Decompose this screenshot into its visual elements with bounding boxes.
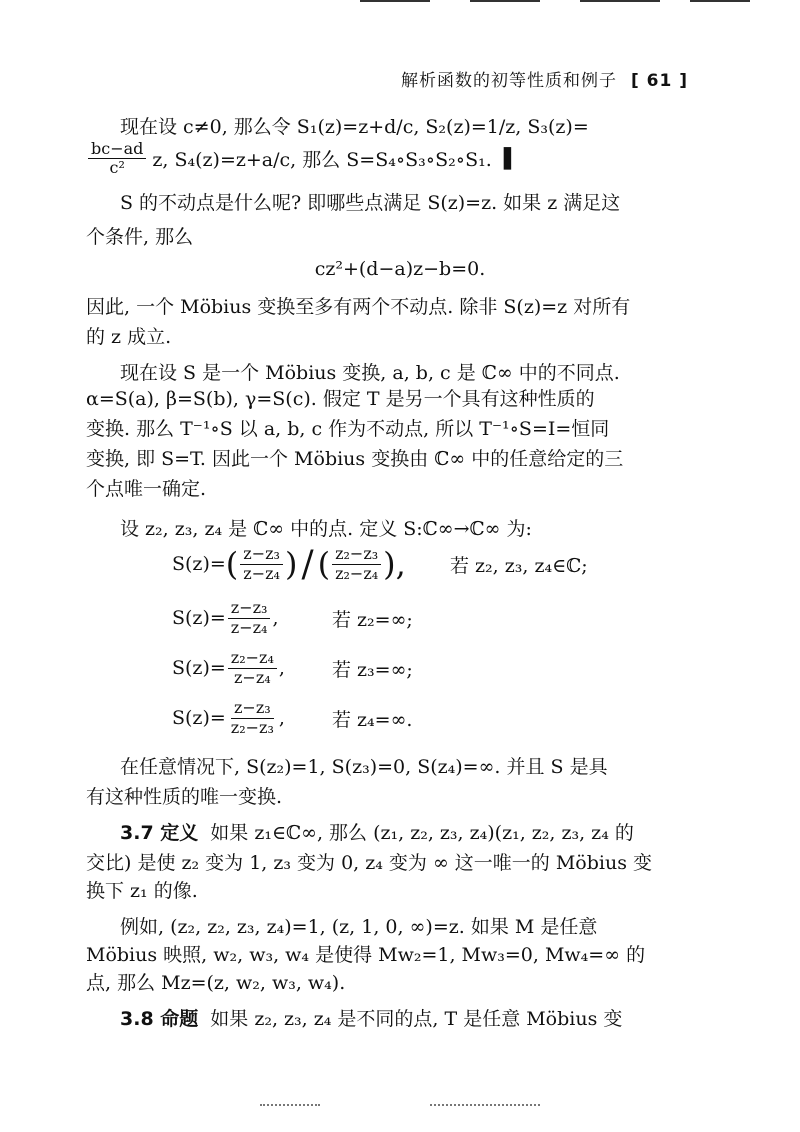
case-condition: 若 z₂, z₃, z₄∈ℂ; — [450, 554, 588, 577]
definition-case-1 — [172, 540, 588, 588]
top-rule — [470, 0, 540, 2]
case-condition: 若 z₂=∞; — [332, 608, 413, 631]
definition-case-4: S(z)= $\frac{\text{z−z₃}}{\text{z₂−z₃}}$ , 若 z₄=∞. — [172, 698, 413, 737]
text-line: 个条件, 那么 — [86, 226, 194, 248]
proposition-3-8 — [120, 1004, 686, 1031]
text-line: 例如, (z₂, z₂, z₃, z₄)=1, (z, 1, 0, ∞)=z. 如果 M 是任意 — [120, 916, 598, 938]
text-line: 换下 z₁ 的像. — [86, 880, 198, 902]
text-line: Möbius 映照, w₂, w₃, w₄ 是使得 Mw₂=1, Mw₃=0, Mw₄=∞ 的 — [86, 944, 646, 966]
left-paren: ( — [225, 545, 239, 583]
text-line: 变换. 那么 T⁻¹∘S 以 a, b, c 作为不动点, 所以 T⁻¹∘S=I=恒同 — [86, 418, 610, 440]
fraction-denominator: z−z₄ — [233, 667, 271, 687]
fraction — [332, 545, 381, 583]
running-header — [401, 66, 688, 91]
fraction-denominator: z₂−z₃ — [230, 717, 274, 737]
text-line: 变换, 即 S=T. 因此一个 Möbius 变换由 ℂ∞ 中的任意给定的三 — [86, 448, 624, 470]
proposition-label: 3.8 命题 — [120, 1008, 199, 1030]
text-line: 现在设 c≠0, 那么令 S₁(z)=z+d/c, S₂(z)=1/z, S₃(z)= — [120, 116, 589, 138]
fraction-numerator: z₂−z₃ — [332, 545, 381, 564]
left-paren: ( — [317, 545, 331, 583]
qed-mark: ▌ — [503, 147, 519, 170]
text-line: 个点唯一确定. — [86, 478, 207, 500]
fraction — [88, 140, 146, 178]
text-line: 现在设 S 是一个 Möbius 变换, a, b, c 是 ℂ∞ 中的不同点. — [120, 362, 620, 384]
text-line: 点, 那么 Mz=(z, w₂, w₃, w₄). — [86, 972, 346, 994]
scan-artifact — [260, 1104, 320, 1108]
page-number: [ 61 ] — [630, 71, 688, 91]
fraction — [240, 545, 283, 583]
definition-label: 3.7 定义 — [120, 822, 199, 844]
top-rule — [360, 0, 430, 2]
right-paren: ), — [383, 545, 406, 583]
text-line: 在任意情况下, S(z₂)=1, S(z₃)=0, S(z₄)=∞. 并且 S 是具 — [120, 756, 608, 778]
fraction-numerator: z−z₃ — [231, 699, 274, 718]
fraction — [228, 599, 271, 637]
case-condition: 若 z₄=∞. — [332, 708, 413, 731]
case-lhs: S(z)= — [172, 707, 226, 729]
fraction-denominator: z₂−z₄ — [335, 563, 379, 583]
text-run: z, S₄(z)=z+a/c, 那么 S=S₄∘S₃∘S₂∘S₁. — [152, 149, 492, 172]
case-lhs: S(z)= — [172, 607, 226, 629]
definition-3-7 — [120, 818, 686, 845]
top-rule — [690, 0, 750, 2]
text-line — [86, 140, 686, 178]
right-paren: ) — [284, 545, 298, 583]
text-line: 有这种性质的唯一变换. — [86, 786, 283, 808]
text-line: 的 z 成立. — [86, 326, 172, 348]
fraction-numerator: bc−ad — [88, 140, 146, 159]
text-line: α=S(a), β=S(b), γ=S(c). 假定 T 是另一个具有这种性质的 — [86, 388, 595, 410]
case-condition: 若 z₃=∞; — [332, 658, 413, 681]
text-line: S 的不动点是什么呢? 即哪些点满足 S(z)=z. 如果 z 满足这 — [120, 192, 621, 214]
text-run: 如果 z₁∈ℂ∞, 那么 (z₁, z₂, z₃, z₄)(z₁, z₂, z₃, z₄ 的 — [210, 822, 634, 844]
division-slash: / — [301, 543, 314, 585]
fraction-denominator: c² — [109, 158, 125, 178]
top-rule — [580, 0, 660, 2]
header-title: 解析函数的初等性质和例子 — [400, 71, 617, 91]
definition-case-3: S(z)= $\frac{\text{z₂−z₄}}{\text{z−z₄}}$ , 若 z₃=∞; — [172, 648, 413, 687]
fraction-numerator: z−z₃ — [240, 545, 283, 564]
scan-artifact — [430, 1104, 540, 1108]
fraction-numerator: z−z₃ — [228, 599, 271, 618]
text-run: 如果 z₂, z₃, z₄ 是不同的点, T 是任意 Möbius 变 — [210, 1008, 623, 1030]
equation: cz²+(d−a)z−b=0. — [314, 258, 486, 280]
case-lhs: S(z)= — [172, 657, 226, 679]
fraction — [228, 649, 277, 687]
definition-case-2: S(z)= $\frac{\text{z−z₃}}{\text{z−z₄}}$ , 若 z₂=∞; — [172, 598, 413, 637]
fraction-numerator: z₂−z₄ — [228, 649, 277, 668]
text-line: 交比) 是使 z₂ 变为 1, z₃ 变为 0, z₄ 变为 ∞ 这一唯一的 Möbius 变 — [86, 852, 653, 874]
fraction — [228, 699, 277, 737]
text-line: 因此, 一个 Möbius 变换至多有两个不动点. 除非 S(z)=z 对所有 — [86, 296, 631, 318]
text-line: 设 z₂, z₃, z₄ 是 ℂ∞ 中的点. 定义 S:ℂ∞→ℂ∞ 为: — [120, 518, 532, 540]
fraction-denominator: z−z₄ — [243, 563, 280, 583]
fraction-denominator: z−z₄ — [230, 617, 268, 637]
case-lhs: S(z)= — [172, 553, 226, 575]
